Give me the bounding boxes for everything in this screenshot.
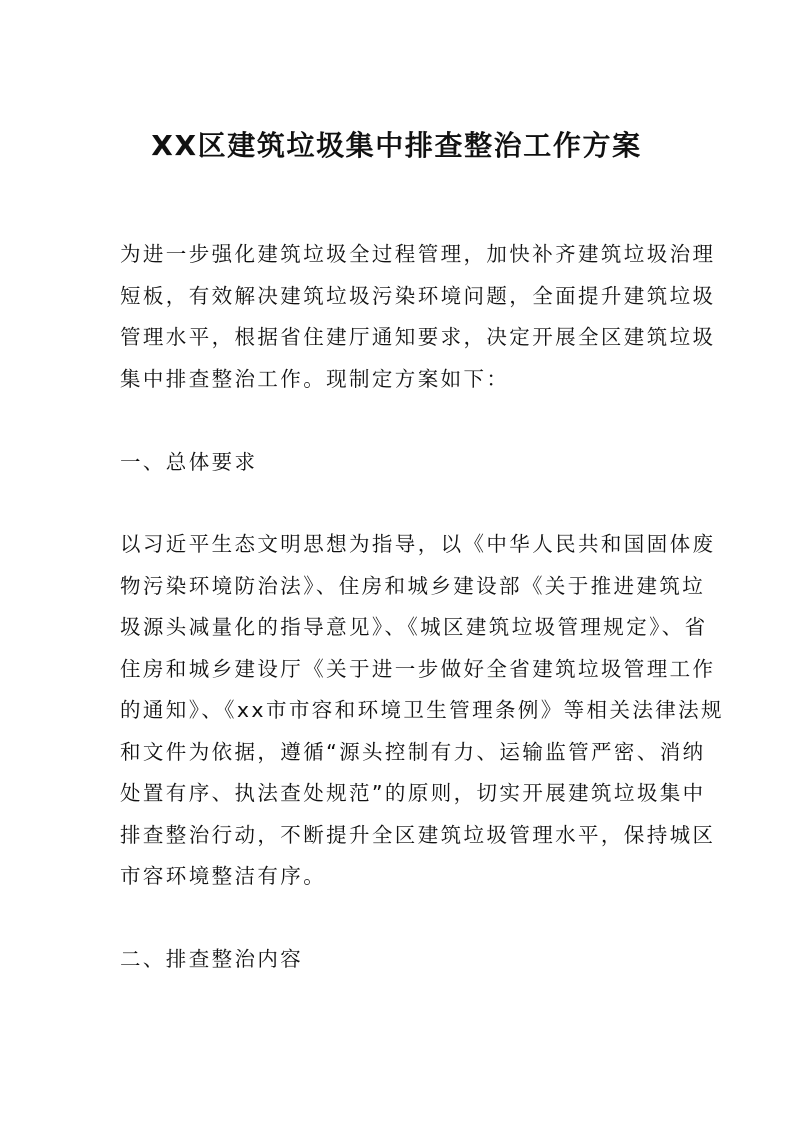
paragraph-line: 为进一步强化建筑垃圾全过程管理，加快补齐建筑垃圾治理 [120,242,716,266]
section-heading-general-requirements: 一、总体要求 [120,450,258,474]
paragraph-line: 排查整治行动，不断提升全区建筑垃圾管理水平，保持城区 [120,822,716,847]
paragraph-line: 集中排查整治工作。现制定方案如下： [120,366,510,391]
general-requirements-paragraph [120,524,724,898]
paragraph-line: 的通知》、《xx市市容和环境卫生管理条例》等相关法律法规 [120,698,724,722]
paragraph-line: 处置有序、执法查处规范”的原则，切实开展建筑垃圾集中 [120,781,706,805]
document-title: XX区建筑垃圾集中排查整治工作方案 [151,129,642,162]
paragraph-line: 圾源头减量化的指导意见》、《城区建筑垃圾管理规定》、省 [120,615,708,639]
intro-paragraph [120,234,716,400]
section-heading-inspection-content: 二、排查整治内容 [120,947,304,971]
paragraph-line: 管理水平，根据省住建厅通知要求，决定开展全区建筑垃圾 [120,325,716,349]
paragraph-line: 住房和城乡建设厅《关于进一步做好全省建筑垃圾管理工作 [120,656,716,681]
paragraph-line: 市容环境整洁有序。 [120,864,327,888]
paragraph-line: 短板，有效解决建筑垃圾污染环境问题，全面提升建筑垃圾 [120,283,716,308]
paragraph-line: 以习近平生态文明思想为指导，以《中华人民共和国固体废 [120,532,716,556]
paragraph-line: 和文件为依据，遵循“源头控制有力、运输监管严密、消纳 [120,739,706,764]
paragraph-line: 物污染环境防治法》、住房和城乡建设部《关于推进建筑垃 [120,573,706,598]
